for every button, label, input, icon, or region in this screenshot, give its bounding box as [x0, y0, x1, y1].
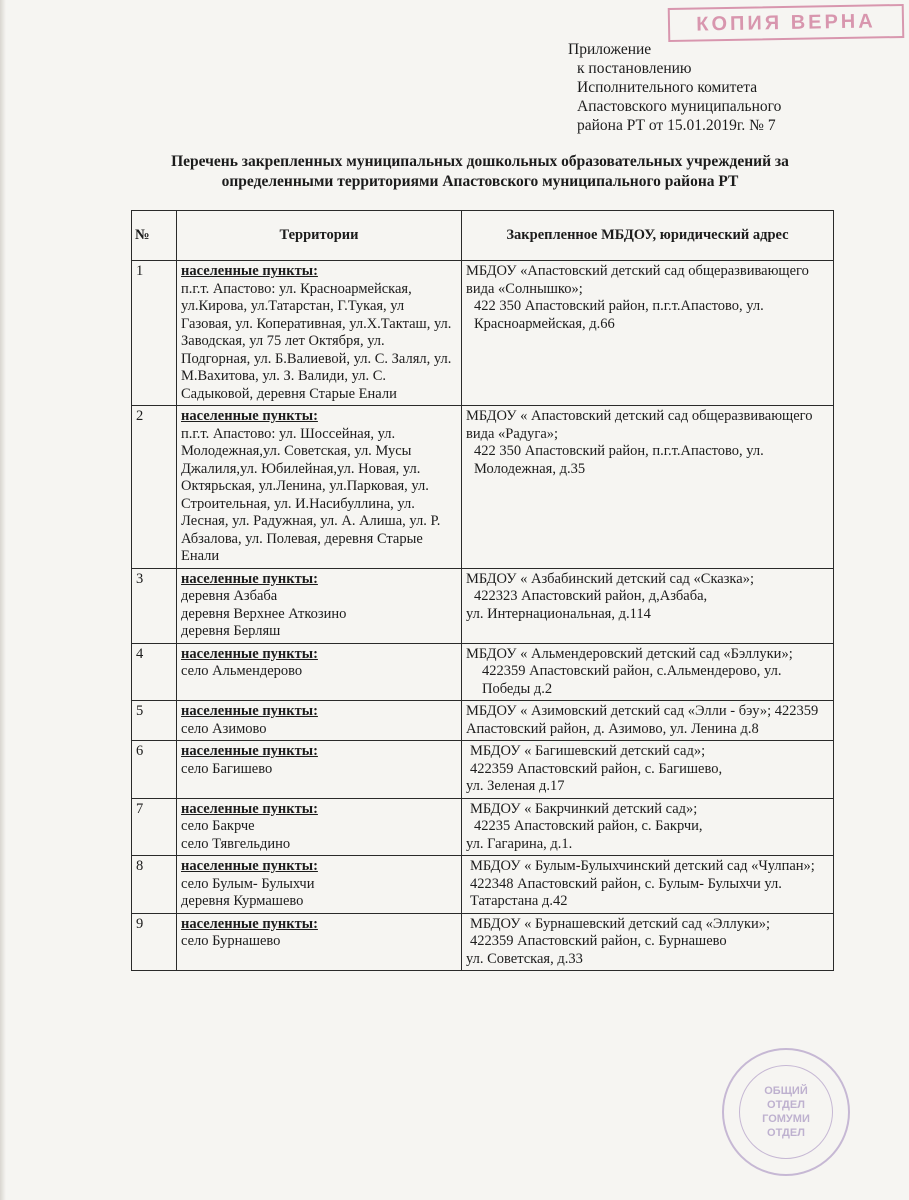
territory-cell	[177, 913, 462, 971]
table-row	[132, 643, 834, 701]
appendix-line: района РТ от 15.01.2019г. № 7	[577, 117, 776, 134]
territory-text: п.г.т. Апастово: ул. Красноармейская, ул.Кирова, ул.Татарстан, Г.Тукая, ул Газовая, ул. Коперативная, ул.Х.Такташ, ул. Заводская, ул 75 лет Октября, ул. Подгорная, ул. Б.Валиевой, ул. С. Залял, ул. М.Вахитова, ул. З. Валиди, ул. С. Садыковой, деревня Старые Енали	[181, 280, 452, 402]
header-territories: Территории	[177, 211, 462, 261]
appendix-block	[568, 40, 888, 135]
kindergarten-cell	[462, 261, 834, 406]
territory-line: село Багишево	[181, 760, 273, 777]
kindergarten-cell	[462, 798, 834, 856]
row-number: 4	[132, 643, 177, 701]
header-number: №	[132, 211, 177, 261]
kindergarten-line: 422359 Апастовский район, с. Багишево,	[470, 760, 723, 777]
kindergarten-line: 422 350 Апастовский район, п.г.т.Апастово, ул. Красноармейская, д.66	[474, 298, 764, 332]
territory-line: село Альмендерово	[181, 663, 303, 679]
territory-label: населенные пункты:	[181, 800, 318, 817]
kindergarten-table	[131, 210, 834, 971]
table-row	[132, 701, 834, 741]
territory-cell	[177, 798, 462, 856]
kindergarten-line: 422323 Апастовский район, д,Азбаба,	[474, 588, 708, 604]
row-number: 5	[132, 701, 177, 741]
territory-label: населенные пункты:	[181, 645, 318, 662]
row-number: 9	[132, 913, 177, 971]
territory-cell	[177, 701, 462, 741]
table-row	[132, 856, 834, 914]
territory-cell	[177, 568, 462, 643]
appendix-line: Исполнительного комитета	[577, 79, 758, 96]
seal-inner	[739, 1065, 833, 1159]
territory-cell	[177, 406, 462, 569]
kindergarten-line: МБДОУ « Азбабинский детский сад «Сказка»;	[466, 570, 754, 587]
territory-label: населенные пункты:	[181, 743, 318, 759]
copy-verified-stamp: КОПИЯ ВЕРНА	[668, 4, 905, 42]
table-row	[132, 406, 834, 569]
page-edge	[0, 0, 6, 1200]
row-number: 7	[132, 798, 177, 856]
header-kindergarten: Закрепленное МБДОУ, юридический адрес	[462, 211, 834, 261]
territory-line: село Бурнашево	[181, 933, 281, 949]
territory-line: село Азимово	[181, 720, 267, 737]
row-number: 8	[132, 856, 177, 914]
appendix-line: Апастовского муниципального	[577, 98, 782, 115]
kindergarten-line: МБДОУ « Альмендеровский детский сад «Бэллуки»;	[466, 645, 793, 662]
kindergarten-line: 42235 Апастовский район, с. Бакрчи,	[474, 818, 703, 834]
territory-text: п.г.т. Апастово: ул. Шоссейная, ул. Молодежная,ул. Советская, ул. Мусы Джалиля,ул. Юбилейная,ул. Новая, ул. Октярьская, ул.Ленина, ул.Парковая, ул. Строительная, ул. И.Насибуллина, ул. Лесная, ул. Радужная, ул. А. Алиша, ул. Р. Абзалова, ул. Полевая, деревня Старые Енали	[181, 425, 441, 564]
territory-line: деревня Берляш	[181, 623, 281, 639]
row-number: 2	[132, 406, 177, 569]
appendix-line: Приложение	[568, 41, 652, 58]
kindergarten-line: МБДОУ «Апастовский детский сад общеразвивающего вида «Солнышко»;	[466, 263, 809, 297]
kindergarten-cell	[462, 741, 834, 799]
territory-cell	[177, 643, 462, 701]
territory-line: деревня Курмашево	[181, 893, 304, 909]
kindergarten-line: МБДОУ « Азимовский детский сад «Элли - бэу»; 422359 Апастовский район, д. Азимово, ул. Ленина д.8	[466, 703, 819, 737]
kindergarten-line: 422 350 Апастовский район, п.г.т.Апастово, ул. Молодежная, д.35	[474, 443, 764, 477]
territory-cell	[177, 856, 462, 914]
territory-line: село Булым- Булыхчи	[181, 875, 315, 892]
table-row	[132, 913, 834, 971]
kindergarten-line: ул. Гагарина, д.1.	[466, 835, 573, 852]
table-row	[132, 798, 834, 856]
row-number: 3	[132, 568, 177, 643]
territory-line: село Бакрче	[181, 818, 255, 834]
kindergarten-line: МБДОУ « Бурнашевский детский сад «Эллуки»;	[470, 915, 771, 932]
kindergarten-cell	[462, 568, 834, 643]
kindergarten-cell	[462, 913, 834, 971]
seal-text: ОТДЕЛ	[767, 1127, 805, 1139]
appendix-line: к постановлению	[577, 60, 692, 77]
territory-label: населенные пункты:	[181, 703, 318, 719]
row-number: 6	[132, 741, 177, 799]
kindergarten-cell	[462, 701, 834, 741]
territory-label: населенные пункты:	[181, 915, 318, 932]
kindergarten-cell	[462, 406, 834, 569]
document-title	[100, 152, 860, 192]
official-seal	[722, 1048, 850, 1176]
territory-label: населенные пункты:	[181, 408, 318, 424]
kindergarten-cell	[462, 856, 834, 914]
title-line: определенными территориями Апастовского муниципального района РТ	[221, 173, 739, 190]
kindergarten-cell	[462, 643, 834, 701]
kindergarten-line: 422348 Апастовский район, с. Булым- Булыхчи ул. Татарстана д.42	[470, 875, 782, 909]
territory-cell	[177, 261, 462, 406]
territory-label: населенные пункты:	[181, 570, 318, 587]
table-row	[132, 261, 834, 406]
seal-text: ОБЩИЙ	[764, 1085, 808, 1097]
kindergarten-line: ул. Зеленая д.17	[466, 778, 565, 794]
table-header-row	[132, 211, 834, 261]
seal-text: ОТДЕЛ	[767, 1099, 805, 1111]
kindergarten-line: ул. Советская, д.33	[466, 950, 583, 967]
territory-line: село Тявгельдино	[181, 835, 291, 852]
title-line: Перечень закрепленных муниципальных дошкольных образовательных учреждений за	[171, 153, 789, 170]
kindergarten-line: МБДОУ « Апастовский детский сад общеразвивающего вида «Радуга»;	[466, 408, 813, 442]
kindergarten-line: 422359 Апастовский район, с. Бурнашево	[470, 933, 727, 949]
kindergarten-line: МБДОУ « Бакрчинкий детский сад»;	[470, 800, 698, 817]
seal-text: ГОМУМИ	[762, 1113, 810, 1125]
kindergarten-line: ул. Интернациональная, д.114	[466, 605, 651, 622]
table-row	[132, 741, 834, 799]
kindergarten-line: МБДОУ « Булым-Булыхчинский детский сад «Чулпан»;	[470, 858, 815, 874]
row-number: 1	[132, 261, 177, 406]
kindergarten-line: МБДОУ « Багишевский детский сад»;	[470, 743, 706, 759]
territory-line: деревня Верхнее Аткозино	[181, 605, 347, 622]
territory-label: населенные пункты:	[181, 858, 318, 874]
kindergarten-line: 422359 Апастовский район, с.Альмендерово, ул. Победы д.2	[482, 663, 782, 697]
territory-line: деревня Азбаба	[181, 588, 278, 604]
territory-label: населенные пункты:	[181, 263, 318, 279]
territory-cell	[177, 741, 462, 799]
table-row	[132, 568, 834, 643]
